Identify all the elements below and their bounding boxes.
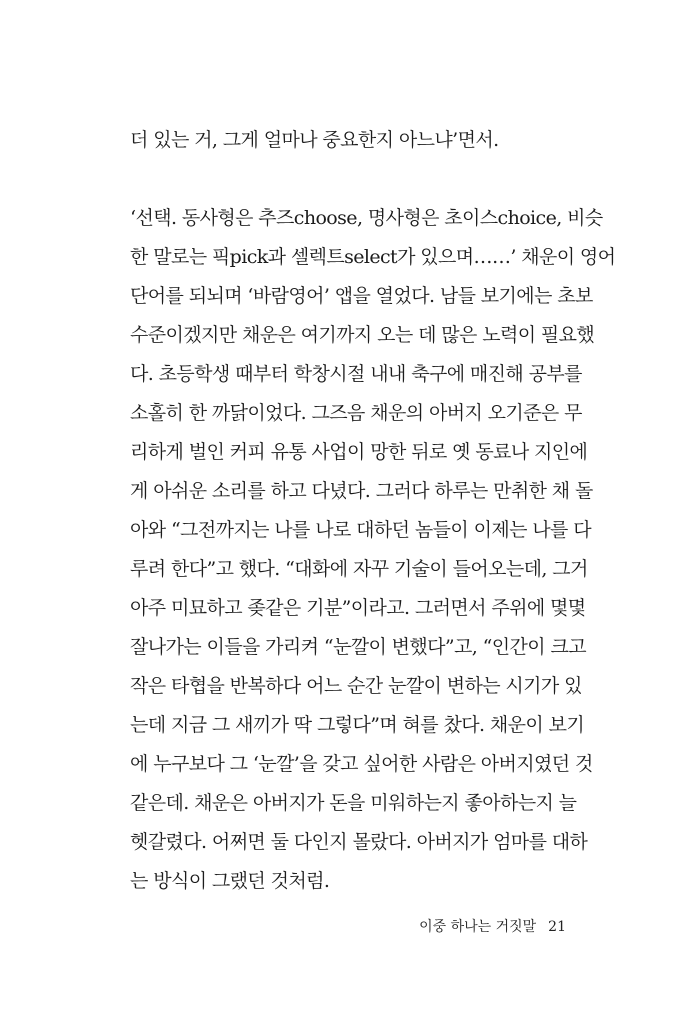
text-line: 단어를 되뇌며 ‘바람영어’ 앱을 열었다. 남들 보기에는 초보 [130, 285, 593, 307]
text-line: ‘선택. 동사형은 추즈choose, 명사형은 초이스choice, 비슷 [130, 207, 603, 229]
text-line: 같은데. 채운은 아버지가 돈을 미워하는지 좋아하는지 늘 [130, 792, 577, 814]
page-number: 21 [548, 919, 566, 935]
text-line: 수준이겠지만 채운은 여기까지 오는 데 많은 노력이 필요했 [130, 324, 595, 346]
text-line: 에 누구보다 그 ‘눈깔’을 갖고 싶어한 사람은 아버지였던 것 [130, 753, 593, 775]
text-line: 헷갈렸다. 어쩌면 둘 다인지 몰랐다. 아버지가 엄마를 대하 [130, 831, 588, 853]
text-line: 한 말로는 픽pick과 셀렉트select가 있으며……’ 채운이 영어 [130, 246, 616, 268]
text-line: 는데 지금 그 새끼가 딱 그렇다”며 혀를 찼다. 채운이 보기 [130, 714, 585, 736]
text-line: 작은 타협을 반복하다 어느 순간 눈깔이 변하는 시기가 있 [130, 675, 582, 697]
text-line: 더 있는 거, 그게 얼마나 중요한지 아느냐’면서. [130, 129, 499, 151]
text-line: 는 방식이 그랬던 것처럼. [130, 870, 330, 892]
text-line: 리하게 벌인 커피 유통 사업이 망한 뒤로 옛 동료나 지인에 [130, 441, 588, 463]
text-line: 아와 “그전까지는 나를 나로 대하던 놈들이 이제는 나를 다 [130, 519, 591, 541]
text-line: 잘나가는 이들을 가리켜 “눈깔이 변했다”고, “인간이 크고 [130, 636, 587, 658]
text-line: 소홀히 한 까닭이었다. 그즈음 채운의 아버지 오기준은 무 [130, 402, 582, 424]
text-line: 루려 한다”고 했다. “대화에 자꾸 기술이 들어오는데, 그거 [130, 558, 588, 580]
page-footer [419, 918, 566, 936]
text-line: 다. 초등학생 때부터 학창시절 내내 축구에 매진해 공부를 [130, 363, 582, 385]
text-line: 아주 미묘하고 좆같은 기분”이라고. 그러면서 주위에 몇몇 [130, 597, 586, 619]
text-line: 게 아쉬운 소리를 하고 다녔다. 그러다 하루는 만취한 채 돌 [130, 480, 593, 502]
running-title: 이중 하나는 거짓말 [419, 919, 537, 935]
